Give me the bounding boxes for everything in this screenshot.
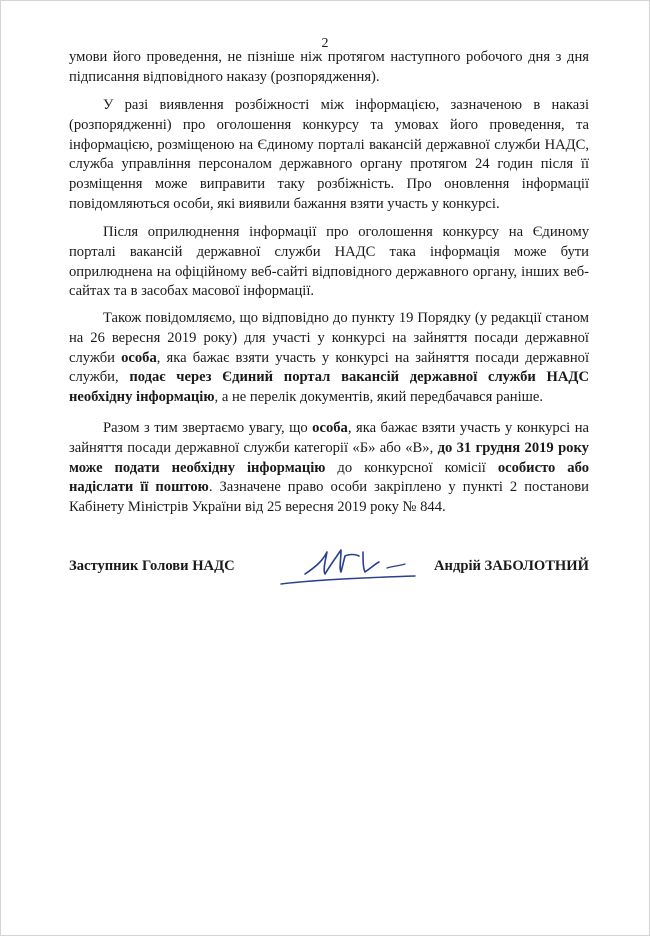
p5-text-c: , яка бажає взяти участь у конкурсі на зайняття посади державної служби категорії «Б» або «В», [69, 420, 590, 456]
page-number: 2 [321, 36, 329, 51]
p5-text-d: до конкурсної комісії [325, 459, 498, 476]
paragraph-4-text [69, 309, 589, 408]
p5-bold-person: особа [312, 420, 348, 436]
signatory-position: Заступник Голови НАДС [69, 558, 235, 574]
paragraph-2 [69, 96, 589, 215]
paragraph-5 [69, 419, 589, 518]
signature-underline [281, 576, 415, 584]
paragraph-4 [69, 309, 589, 408]
p4-text-d: , а не перелік документів, який передбачався раніше. [214, 389, 544, 406]
p5-bold-deadline: до 31 грудня 2019 року може подати необхідну інформацію [69, 439, 589, 476]
paragraph-3-text: Після оприлюднення інформації про оголошення конкурсу на Єдиному порталі вакансій державної служби НАДС така інформація може бути оприлюднена на офіційному веб-сайті відповідного державного органу, інших веб-сайтах та в засобах масової інформації. [69, 224, 589, 300]
signature-stroke-main [305, 550, 379, 574]
p4-bold-person: особа [121, 349, 157, 366]
paragraph-1 [69, 48, 589, 88]
handwritten-signature [275, 542, 425, 592]
p4-bold-submit: подає через Єдиний портал вакансій державної служби НАДС необхідну інформацію [69, 369, 589, 406]
paragraph-2-text: У разі виявлення розбіжності між інформацією, зазначеною в наказі (розпорядженні) про оголошення конкурсу та умовах його проведення, та інформацією, розміщеною на Єдиному порталі вакансій державної служби НАДС, служба управління персоналом державного органу протягом 24 годин після її розміщення може виправити таку розбіжність. Про оновлення інформації повідомляються особи, які виявили бажання взяти участь у конкурсі. [69, 97, 589, 212]
signatory-name: Андрій ЗАБОЛОТНИЙ [434, 558, 589, 574]
paragraph-3 [69, 223, 589, 302]
p4-text-c: , яка бажає взяти участь у конкурсі на зайняття посади державної служби, [69, 349, 590, 386]
paragraph-1-text: умови його проведення, не пізніше ніж протягом наступного робочого дня з дня підписання відповідного наказу (розпорядження). [69, 49, 589, 85]
signature-block [69, 554, 589, 594]
paragraph-5-text [69, 419, 589, 518]
signature-tail [387, 564, 405, 568]
p5-bold-method: особисто або надіслати її поштою [69, 459, 589, 496]
p5-text-a: Разом з тим звертаємо увагу, що [103, 420, 313, 436]
p5-text-e: . Зазначене право особи закріплено у пункті 2 постанови Кабінету Міністрів України від 25 вересня 2019 року № 844. [69, 479, 589, 516]
p4-text-a: Також повідомляємо, що відповідно до пункту 19 Порядку (у редакції станом на 26 вересня 2019 року) для участі у конкурсі на зайняття посади державної служби [69, 310, 589, 366]
